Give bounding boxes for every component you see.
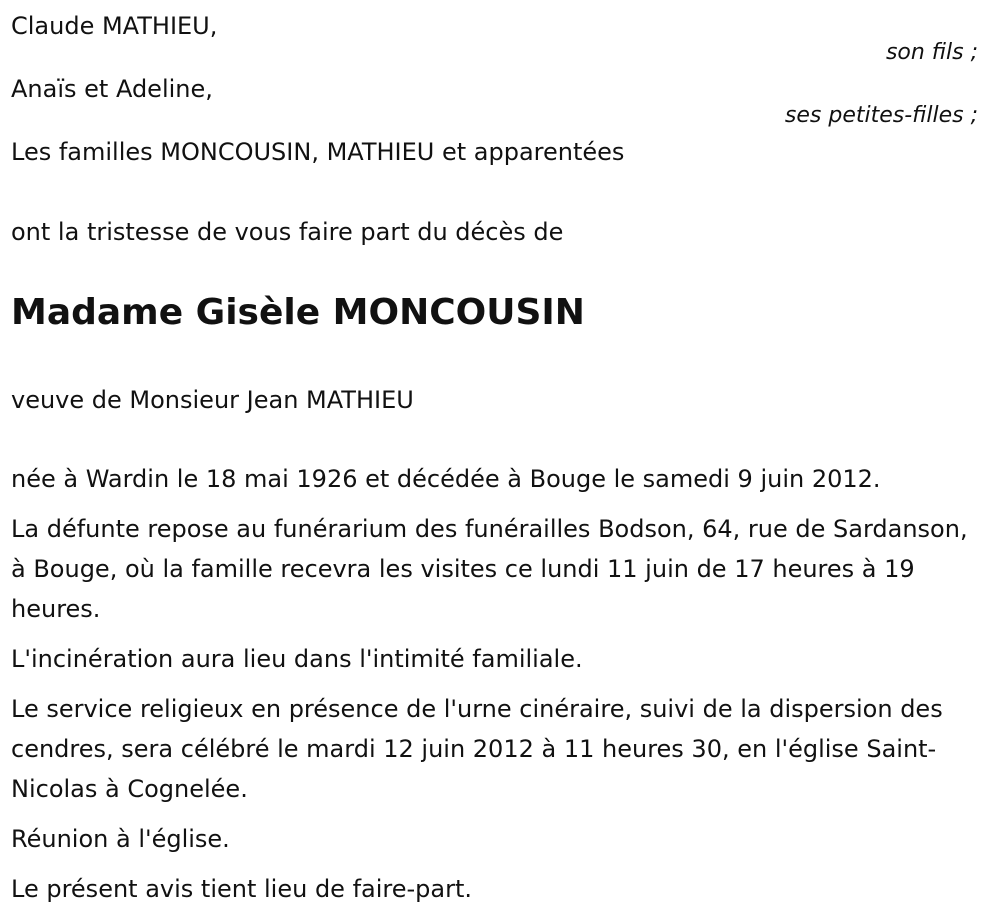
widow-of-text: veuve de Monsieur Jean MATHIEU: [11, 386, 414, 414]
family-member-name: Les familles MONCOUSIN, MATHIEU et apparentées: [11, 138, 625, 166]
funerarium-paragraph: La défunte repose au funérarium des funérailles Bodson, 64, rue de Sardanson, à Bouge, où la famille recevra les visites ce lundi 11 juin de 17 heures à 19 heures.: [11, 515, 968, 623]
announcement-text: ont la tristesse de vous faire part du décès de: [11, 218, 564, 246]
family-member-name: Anaïs et Adeline,: [11, 75, 213, 103]
family-member-relation: son fils ;: [885, 40, 978, 65]
meeting-paragraph: Réunion à l'église.: [11, 825, 230, 853]
deceased-name: Madame Gisèle MONCOUSIN: [11, 292, 585, 333]
family-member-3: [11, 132, 988, 172]
service-paragraph: Le service religieux en présence de l'urne cinéraire, suivi de la dispersion des cendres, sera célébré le mardi 12 juin 2012 à 11 heures 30, en l'église Saint-Nicolas à Cognelée.: [11, 695, 943, 803]
family-member-name: Claude MATHIEU,: [11, 12, 218, 40]
cremation-paragraph: L'incinération aura lieu dans l'intimité familiale.: [11, 645, 583, 673]
notice-paragraph: Le présent avis tient lieu de faire-part.: [11, 875, 473, 903]
family-member-2: [11, 69, 988, 133]
birth-death-paragraph: née à Wardin le 18 mai 1926 et décédée à Bouge le samedi 9 juin 2012.: [11, 465, 881, 493]
obituary-details: [11, 459, 988, 909]
family-member-1: [11, 6, 988, 70]
family-member-relation: ses petites-filles ;: [784, 103, 978, 128]
